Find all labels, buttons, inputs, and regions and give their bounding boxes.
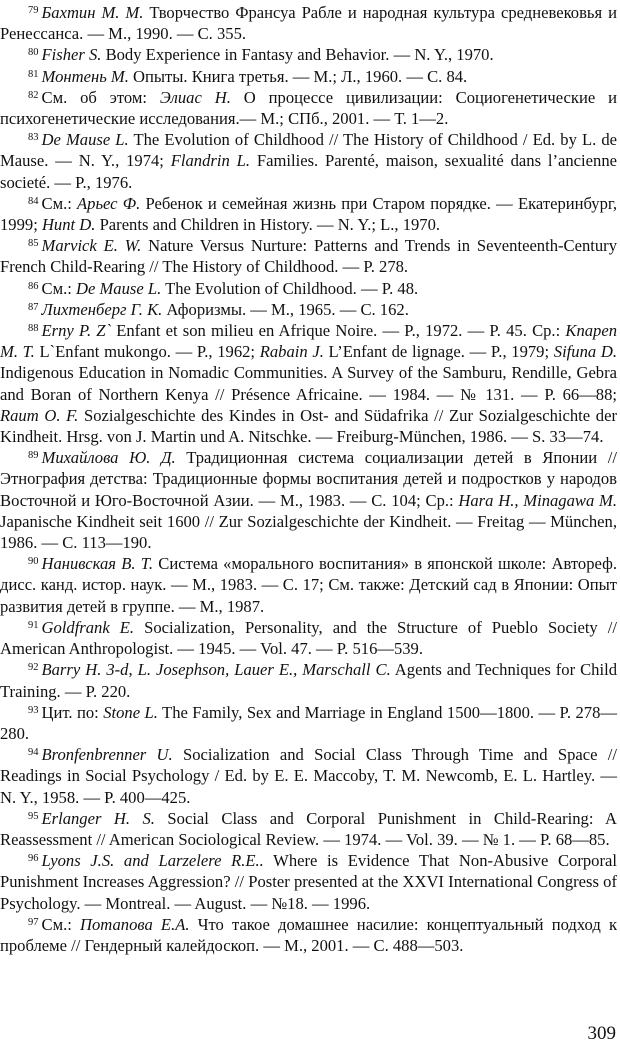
footnote-author: Hara H., Minagawa M. bbox=[458, 490, 617, 510]
footnote-number: 82 bbox=[28, 89, 39, 101]
footnote-author: Лихтенберг Г. К. bbox=[41, 299, 163, 319]
footnote-author: De Mause L. bbox=[41, 130, 129, 150]
footnote-number: 95 bbox=[28, 810, 39, 822]
footnote-text: The Family, Sex and Marriage in England 1500—1800. — P. 278—280. bbox=[0, 702, 617, 743]
footnote bbox=[0, 320, 617, 447]
footnote-text: Творчество Франсуа Рабле и народная культура средневековья и Ренессанса. — М., 1990. — С. 355. bbox=[0, 3, 617, 44]
footnote-text: L`Enfant mukongo. — P., 1962; bbox=[34, 342, 260, 362]
footnote-number: 90 bbox=[28, 556, 39, 568]
footnote-author: Михайлова Ю. Д. bbox=[41, 448, 176, 468]
footnote-text: Nature Versus Nurture: Patterns and Trends in Seventeenth-Century French Child-Rearing // The History of Childhood. — P. 278. bbox=[0, 236, 617, 277]
footnote bbox=[0, 2, 617, 44]
footnote-number: 94 bbox=[28, 747, 39, 759]
footnote-number: 97 bbox=[28, 916, 39, 928]
footnote bbox=[0, 850, 617, 914]
page-number: 309 bbox=[587, 1023, 616, 1044]
footnote bbox=[0, 129, 617, 193]
footnote-text: См.: bbox=[41, 193, 78, 213]
footnote-text: Цит. по: bbox=[41, 702, 104, 722]
footnote-text: Social Class and Corporal Punishment in Child-Rearing: A Reassessment // American Sociological Review. — 1974. — Vol. 39. — № 1. — P. 68—85. bbox=[0, 808, 617, 849]
footnote-author: Sifuna D. bbox=[553, 342, 617, 362]
footnote bbox=[0, 193, 617, 235]
footnote-number: 88 bbox=[28, 323, 39, 335]
footnote-author: Barry H. 3-d, L. Josephson, Lauer E., Marschall C. bbox=[41, 660, 391, 680]
footnote-number: 93 bbox=[28, 704, 39, 716]
footnote-author: Fisher S. bbox=[41, 45, 102, 65]
footnote-author: Монтень М. bbox=[41, 66, 129, 86]
footnote-text: Families. Parenté, maison, sexualité dans l’ancienne societé. — P., 1976. bbox=[0, 151, 617, 192]
footnote-text: The Evolution of Childhood // The History of Childhood / Ed. by L. de Mause. — N. Y., 1974; bbox=[0, 130, 618, 171]
footnote bbox=[0, 744, 617, 808]
footnote-author: Арьес Ф. bbox=[77, 193, 141, 213]
footnote-author: Stone L. bbox=[103, 702, 158, 722]
footnote bbox=[0, 702, 617, 744]
footnote-author: Erlanger H. S. bbox=[41, 808, 155, 828]
footnote-text: Sozialgeschichte des Kindes in Ost- and Südafrika // Zur Sozialgeschichte der Kindheit. Hrsg. von J. Martin und A. Nitschke. — Freiburg-München, 1986. — S. 33—74. bbox=[0, 405, 617, 447]
footnote-author: Bronfenbrenner U. bbox=[41, 745, 173, 765]
footnotes-list bbox=[0, 2, 617, 956]
footnote-text: Agents and Techniques for Child Training. — P. 220. bbox=[0, 660, 617, 701]
footnote-text: Опыты. Книга третья. — М.; Л., 1960. — С. 84. bbox=[128, 66, 468, 86]
footnote bbox=[0, 553, 617, 617]
footnote-author: Lyons J.S. and Larzelere R.E.. bbox=[41, 851, 264, 871]
footnote-author: Нанивская В. Т. bbox=[41, 554, 154, 574]
footnote-text: Socialization, Personality, and the Structure of Pueblo Society // American Anthropologist. — 1945. — Vol. 47. — P. 516—539. bbox=[0, 617, 617, 659]
footnote-author: Rabain J. bbox=[259, 342, 324, 362]
footnote-author: Потапова Е.А. bbox=[80, 914, 190, 934]
footnote-text: Indigenous Education in Nomadic Communities. A Survey of the Samburu, Rendille, Gebra and Boran of Northern Kenya // Présence Africaine. — 1984. — № 131. — P. 66—88; bbox=[0, 363, 617, 404]
footnote-number: 87 bbox=[28, 301, 39, 313]
footnote-number: 92 bbox=[28, 662, 39, 674]
footnote-number: 80 bbox=[28, 47, 39, 59]
footnote-number: 85 bbox=[28, 238, 39, 250]
footnote-text: См.: bbox=[41, 278, 76, 298]
footnote-author: Элиас Н. bbox=[159, 87, 231, 107]
footnote-author: Hunt D. bbox=[41, 215, 96, 235]
footnote-number: 91 bbox=[28, 619, 39, 631]
footnote bbox=[0, 235, 617, 277]
footnote bbox=[0, 87, 617, 129]
footnote-text: См. об этом: bbox=[41, 87, 160, 107]
footnote-text: Where is Evidence That Non-Abusive Corporal Punishment Increases Aggression? // Poster presented at the XXVI International Congress of Psychology. — Montreal. — August. — №18. — 1996. bbox=[0, 851, 617, 913]
footnote-number: 79 bbox=[28, 5, 39, 16]
footnote-author: Бахтин М. М. bbox=[41, 3, 144, 22]
footnote-number: 86 bbox=[28, 280, 39, 292]
footnote-author: Raum O. F. bbox=[0, 405, 79, 425]
footnote-text: Parents and Children in History. — N. Y.; L., 1970. bbox=[95, 215, 441, 235]
footnote bbox=[0, 299, 617, 320]
footnote-number: 96 bbox=[28, 853, 39, 865]
footnote-author: Flandrin L. bbox=[170, 151, 251, 171]
footnote-text: См.: bbox=[41, 914, 81, 934]
footnote bbox=[0, 66, 617, 87]
footnote bbox=[0, 914, 617, 956]
footnote-text: Body Experience in Fantasy and Behavior. — N. Y., 1970. bbox=[101, 45, 494, 65]
footnote bbox=[0, 808, 617, 850]
footnote bbox=[0, 44, 617, 65]
footnote-text: Japanische Kindheit seit 1600 // Zur Sozialgeschichte der Kindheit. — Freitag — München, 1986. — С. 113—190. bbox=[0, 511, 617, 553]
footnote-author: De Mause L. bbox=[75, 278, 162, 298]
footnote-author: Knapen M. T. bbox=[0, 321, 617, 362]
footnote bbox=[0, 278, 617, 299]
footnote-text: Что такое домашнее насилие: концептуальный подход к проблеме // Гендерный калейдоскоп. — М., 2001. — С. 488—503. bbox=[0, 914, 617, 955]
footnote-number: 83 bbox=[28, 132, 39, 144]
footnote-text: О процессе цивилизации: Социогенетические и психогенетические исследования.— М.; СПб., 2001. — Т. 1—2. bbox=[0, 87, 617, 129]
footnote-text: Ребенок и семейная жизнь при Старом порядке. — Екатеринбург, 1999; bbox=[0, 193, 617, 235]
footnote-text: Socialization and Social Class Through Time and Space // Readings in Social Psychology / Ed. by E. E. Maccoby, T. M. Newcomb, E. L. Hartley. — N. Y., 1958. — P. 400—425. bbox=[0, 745, 617, 807]
footnote-number: 84 bbox=[28, 195, 39, 207]
footnote-text: Enfant et son milieu en Afrique Noire. — P., 1972. — P. 45. Cp.: bbox=[111, 321, 566, 341]
footnote-number: 81 bbox=[28, 68, 39, 80]
footnote-author: Erny P. Z` bbox=[41, 321, 112, 341]
footnote-text: Система «морального воспитания» в японской школе: Автореф. дисс. канд. истор. наук. — М., 1983. — С. 17; См. также: Детский сад в Японии: Опыт развития детей в группе. — М., 1987. bbox=[0, 554, 617, 616]
footnote bbox=[0, 447, 617, 553]
footnote bbox=[0, 659, 617, 701]
footnote-author: Marvick E. W. bbox=[41, 236, 142, 256]
footnote-text: The Evolution of Childhood. — P. 48. bbox=[161, 278, 419, 298]
footnote-number: 89 bbox=[28, 450, 39, 462]
footnote-text: L’Enfant de lignage. — P., 1979; bbox=[323, 342, 554, 362]
footnote-author: Goldfrank E. bbox=[41, 617, 135, 637]
footnote-text: Афоризмы. — М., 1965. — С. 162. bbox=[162, 299, 409, 319]
footnote-text: Традиционная система социализации детей в Японии // Этнография детства: Традиционные формы воспитания детей и подростков у народов Восточной и Юго-Восточной Азии. — М., 1983. — С. 104; Ср.: bbox=[0, 448, 617, 510]
footnote bbox=[0, 617, 617, 659]
